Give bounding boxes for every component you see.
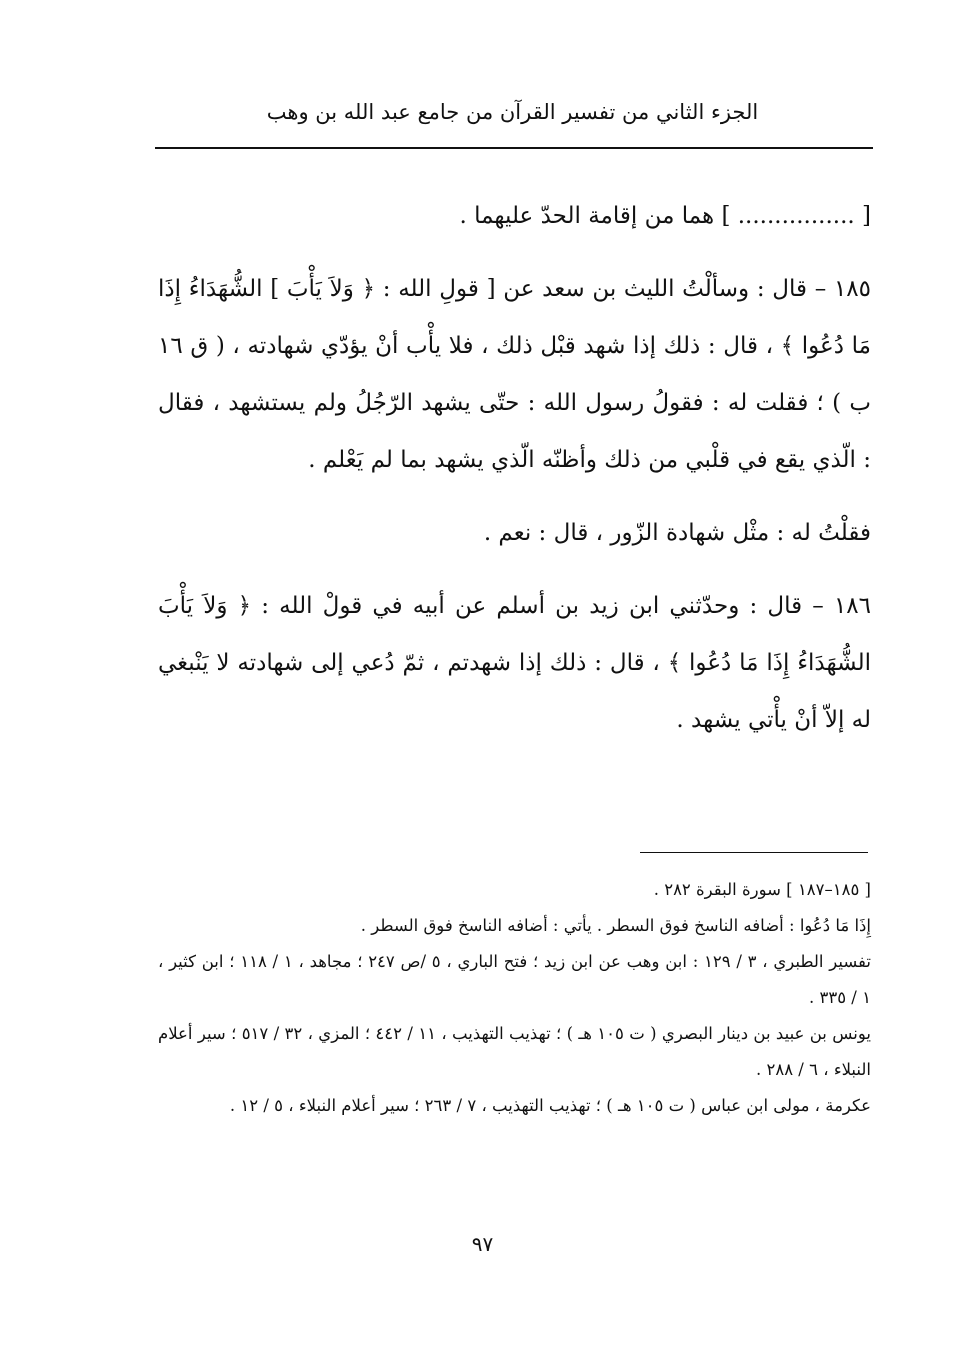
paragraph-186: ١٨٦ – قال : وحدّثني ابن زيد بن أسلم عن أبيه في قولْ الله : ﴿ وَلاَ يَأْبَ الشُّهَدَاءُ إِذَا مَا دُعُوا ﴾ ، قال : ذلك إذا شهدتم ، ثمّ دُعي إلى شهادته لا يَنْبغي له إلاّ أنْ يأْتي يشهد . (158, 593, 871, 733)
footnote-item: يونس بن عبيد بن دينار البصري ( ت ١٠٥ هـ ) ؛ تهذيب التهذيب ، ١١ / ٤٤٢ ؛ المزي ، ٣٢ / ٥١٧ ؛ سير أعلام النبلاء ، ٦ / ٢٨٨ . (158, 1024, 871, 1079)
paragraph-185: ١٨٥ – قال : وسألْتُ الليث بن سعد عن [ قولِ الله : ﴿ وَلاَ يَأْبَ ] الشُّهَدَاءُ إِذَا مَا دُعُوا ﴾ ، قال : ذلك إذا شهد قبْل ذلك ، فلا يأْب أنْ يؤدّي شهادته ، ( ق ١٦ ب ) ؛ فقلت له : فقولُ رسول الله : حتّى يشهد الرّجُلُ ولم يستشهد ، فقال : الّذي يقع في قلْبي من ذلك وأظنّه الّذي يشهد بما لم يَعْلم . (158, 276, 871, 473)
footnote-rule (640, 852, 868, 853)
page-number: ٩٧ (471, 1232, 494, 1256)
footnote-item: عكرمة ، مولى ابن عباس ( ت ١٠٥ هـ ) ؛ تهذيب التهذيب ، ٧ / ٢٦٣ ؛ سير أعلام النبلاء ، ٥ / ١٢ . (229, 1096, 871, 1115)
footnote-item: تفسير الطبري ، ٣ / ١٢٩ : ابن وهب عن ابن زيد ؛ فتح الباري ، ٥ /ص ٢٤٧ ؛ مجاهد ، ١ / ١١٨ ؛ ابن كثير ، ١ / ٣٣٥ . (158, 952, 871, 1007)
header-rule (155, 147, 873, 149)
paragraph-fragment: [ ................ ] هما من إقامة الحدّ عليهما . (459, 203, 871, 229)
main-text (158, 188, 871, 749)
paragraph-185-continuation: فقلْتُ له : مثْل شهادة الزّور ، قال : نعم . (483, 520, 871, 546)
footnote-item: إِذَا مَا دُعُوا : أضافه الناسخ فوق السطر . يأتي : أضافه الناسخ فوق السطر . (360, 916, 871, 935)
footnotes (158, 872, 871, 1124)
footnote-item: [ ١٨٥–١٨٧ ] سورة البقرة ٢٨٢ . (653, 880, 871, 899)
running-title: الجزء الثاني من تفسير القرآن من جامع عبد الله بن وهب (266, 100, 759, 124)
